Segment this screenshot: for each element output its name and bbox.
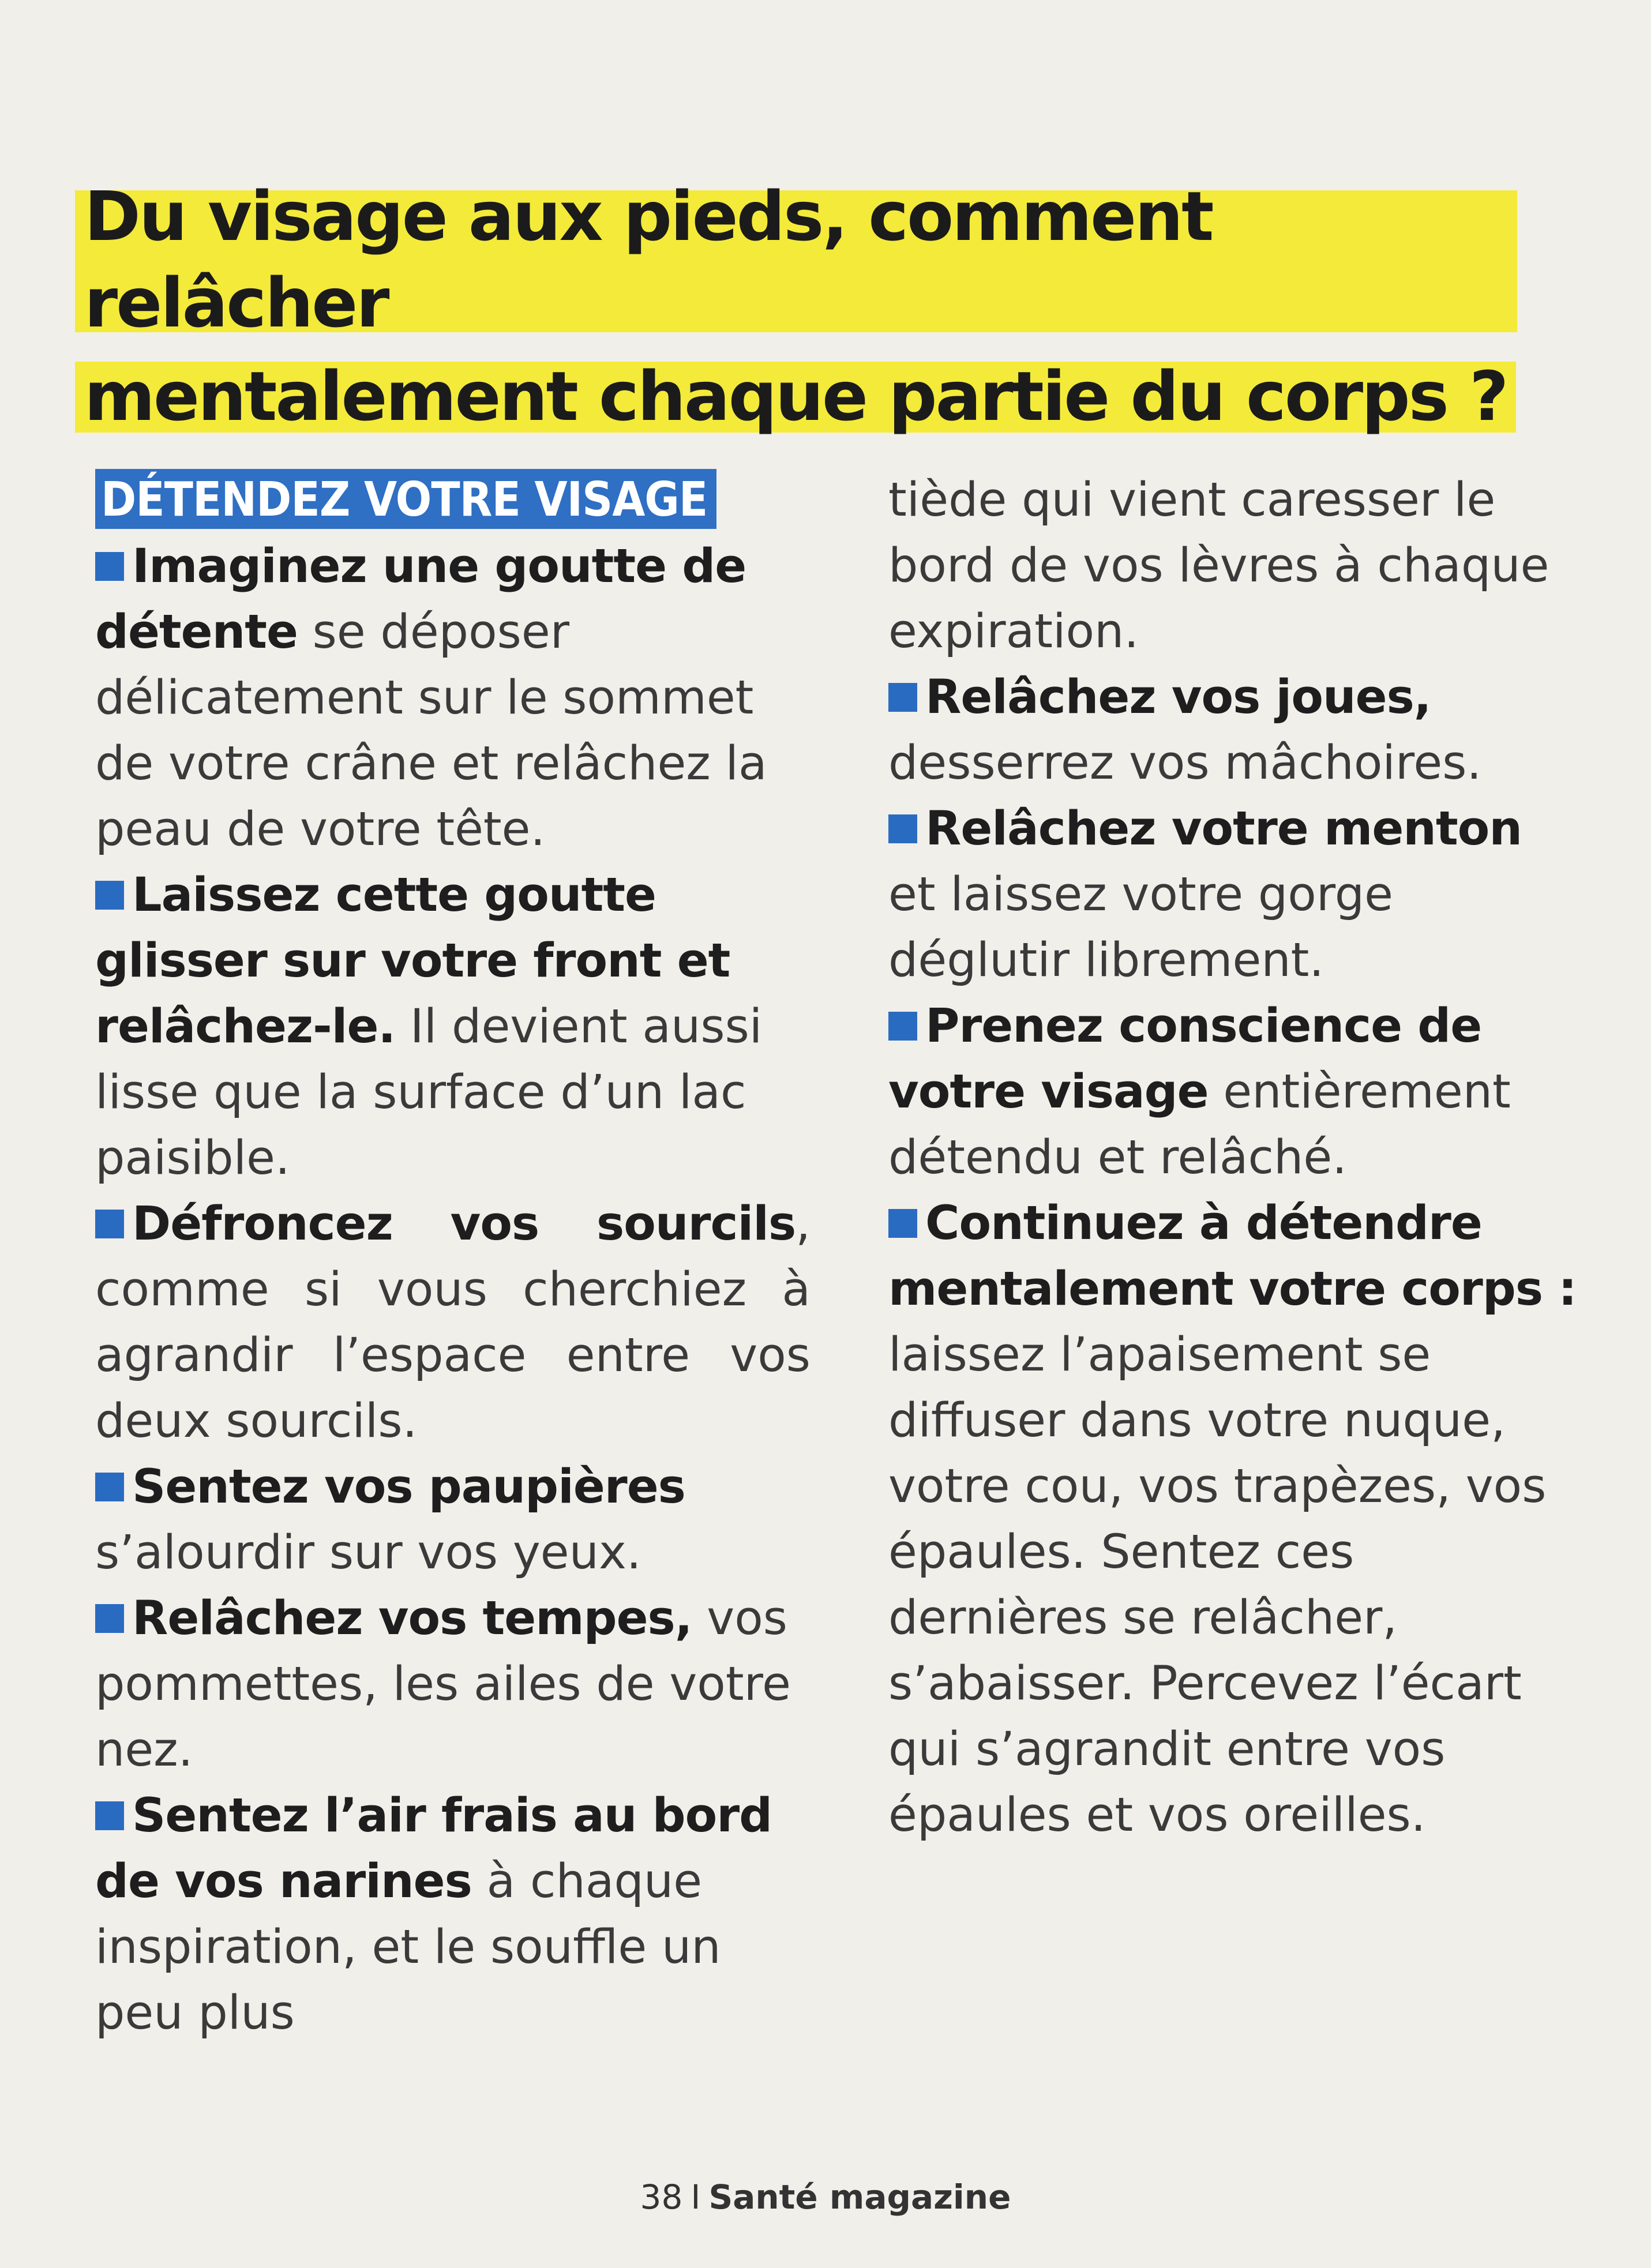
- list-item: [95, 862, 811, 1191]
- item-text: et laissez votre gorge déglutir librement.: [888, 868, 1393, 987]
- list-item: [95, 1783, 811, 2046]
- blue-square-bullet-icon: [95, 1210, 124, 1238]
- footer-separator: I: [691, 2177, 701, 2217]
- list-item: [95, 1454, 811, 1586]
- blue-square-bullet-icon: [95, 552, 124, 581]
- item-text: à chaque inspiration, et le souffle un peu plus: [95, 1854, 721, 2040]
- item-lead: Sentez vos paupières: [132, 1460, 685, 1514]
- blue-square-bullet-icon: [95, 1604, 124, 1633]
- section-header: DÉTENDEZ VOTRE VISAGE: [95, 469, 716, 529]
- item-lead: Laissez cette goutte glisser sur votre front et relâchez-le.: [95, 868, 730, 1054]
- item-lead: Relâchez vos joues,: [925, 670, 1431, 724]
- item-text: entièrement détendu et relâché.: [888, 1065, 1511, 1185]
- item-lead: Prenez conscience de votre visage: [888, 999, 1482, 1119]
- blue-square-bullet-icon: [888, 1209, 917, 1238]
- item-text: vos pommettes, les ailes de votre nez.: [95, 1591, 791, 1777]
- item-text: desserrez vos mâchoires.: [888, 736, 1482, 790]
- item-lead: Relâchez vos tempes,: [132, 1591, 692, 1646]
- list-item: [95, 1191, 811, 1454]
- page-number: 38: [640, 2177, 683, 2217]
- item-lead: Défroncez vos sourcils: [132, 1197, 796, 1251]
- list-item: [888, 993, 1581, 1191]
- blue-square-bullet-icon: [888, 683, 917, 712]
- item-text: s’alourdir sur vos yeux.: [95, 1526, 641, 1580]
- title-line-1: Du visage aux pieds, comment relâcher: [75, 173, 1517, 346]
- item-lead: Relâchez votre menton: [925, 802, 1522, 856]
- list-item: [888, 796, 1581, 993]
- blue-square-bullet-icon: [95, 881, 124, 910]
- blue-square-bullet-icon: [888, 1012, 917, 1041]
- right-column: [888, 467, 1581, 1848]
- title-line-2: mentalement chaque partie du corps ?: [75, 353, 1516, 440]
- item-lead: Sentez l’air frais au bord de vos narines: [95, 1789, 772, 1909]
- blue-square-bullet-icon: [888, 814, 917, 843]
- page-footer: [0, 2177, 1651, 2217]
- list-item: [888, 664, 1581, 796]
- blue-square-bullet-icon: [95, 1473, 124, 1501]
- list-item: [888, 1191, 1581, 1848]
- continuation-text: tiède qui vient caresser le bord de vos lèvres à chaque expiration.: [888, 473, 1549, 659]
- list-item: [95, 534, 811, 862]
- item-text: Il devient aussi lisse que la surface d’un lac paisible.: [95, 1000, 763, 1185]
- item-text: , comme si vous cherchiez à agrandir l’espace entre vos deux sourcils.: [95, 1197, 811, 1448]
- item-text: se déposer délicatement sur le sommet de votre crâne et relâchez la peau de votre tête.: [95, 605, 767, 857]
- article-title: [75, 173, 1517, 446]
- magazine-name: Santé magazine: [708, 2177, 1011, 2217]
- blue-square-bullet-icon: [95, 1801, 124, 1830]
- item-lead: Continuez à détendre mentalement votre corps :: [888, 1196, 1577, 1316]
- left-column: [95, 467, 811, 2046]
- item-lead: Imaginez une goutte de détente: [95, 539, 746, 659]
- item-text: laissez l’apaisement se diffuser dans votre nuque, votre cou, vos trapèzes, vos épaules. Sentez ces dernières se relâcher, s’abaisser. Percevez l’écart qui s’agrandit entre vos épaules et vos oreilles.: [888, 1328, 1547, 1842]
- list-item: [95, 1586, 811, 1783]
